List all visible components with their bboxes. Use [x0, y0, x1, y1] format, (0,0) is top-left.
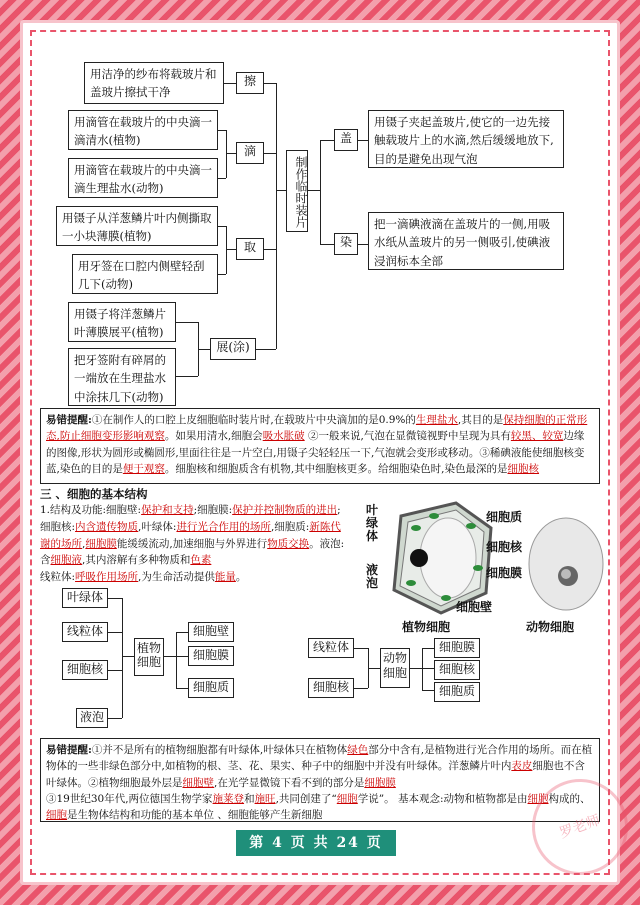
line: [176, 632, 188, 633]
struct-highlight: 新陈代谢的场所: [40, 520, 341, 550]
label-vacuole: 液泡: [366, 563, 379, 591]
di-label: 滴: [236, 142, 264, 164]
note-text: ,共同创建了“: [275, 792, 337, 805]
note-text: 构成的、: [548, 792, 591, 805]
note-highlight: 吸水胀破: [262, 430, 305, 443]
zhan-label: 展(涂): [210, 338, 256, 360]
note-text: 是生物体结构和功能的基本单位 、细胞能够产生新细胞: [67, 809, 323, 822]
line: [226, 130, 227, 178]
note-box-1: [40, 408, 600, 484]
line: [176, 632, 177, 688]
note-highlight: 细胞: [336, 792, 358, 805]
note-text: ①并不是所有的植物细胞都有叶绿体,叶绿体只在植物体: [91, 744, 348, 756]
line: [122, 656, 134, 657]
struct-highlight: 能量: [214, 571, 236, 584]
tree-animal-membrane: 细胞膜: [434, 638, 480, 658]
line: [320, 140, 334, 141]
note-highlight: 细胞核: [507, 462, 540, 475]
note-highlight: 保持细胞的正常形态,防止细胞变形影响观察: [46, 414, 588, 443]
struct-text: ,细胞质:: [270, 520, 310, 533]
line: [276, 190, 286, 191]
line: [218, 226, 226, 227]
line: [422, 690, 434, 691]
note-text: 细胞也不含叶绿体。②植物细胞最外层是: [46, 760, 585, 789]
struct-text: ;细胞膜:: [193, 504, 233, 516]
line: [198, 349, 210, 350]
struct-text: 。: [235, 571, 247, 584]
note-highlight: 施旺: [254, 792, 276, 805]
tree-plant-cytoplasm: 细胞质: [188, 678, 234, 698]
struct-highlight: 进行光合作用的场所: [176, 520, 271, 533]
main-label: 制作临时装片: [286, 150, 308, 232]
note-text: 和: [244, 792, 255, 805]
di-text-plant: 用滴管在载玻片的中央滴一滴清水(植物): [68, 110, 218, 150]
tree-animal-nucleus: 细胞核: [308, 678, 354, 698]
struct-highlight: 保护和支持: [141, 504, 194, 516]
note-text: 。细胞核和细胞质含有机物,其中细胞核更多。给细胞染色时,染色最深的是: [164, 462, 508, 475]
note-highlight: 细胞壁: [182, 776, 214, 789]
label-chloroplast: 叶绿体: [366, 503, 379, 544]
line: [256, 349, 276, 350]
note-highlight: 施莱登: [212, 792, 245, 805]
note-text: ,其目的是: [457, 414, 504, 426]
struct-text: ,为生命活动提供: [138, 571, 215, 584]
note-box-2: [40, 738, 600, 822]
struct-text: 能缓缓流动,加速细胞与外界进行: [116, 537, 268, 550]
ca-label: 擦: [236, 72, 264, 94]
line: [358, 244, 368, 245]
line: [176, 322, 198, 323]
qu-label: 取: [236, 238, 264, 260]
note-highlight: 便于观察: [122, 462, 165, 475]
qu-text-plant: 用镊子从洋葱鳞片叶内侧撕取一小块薄膜(植物): [56, 206, 218, 246]
line: [422, 648, 434, 649]
zhan-text-animal: 把牙签附有碎屑的一端放在生理盐水中涂抹几下(动物): [68, 348, 176, 406]
note-highlight: 细胞膜: [364, 776, 396, 789]
line: [108, 718, 122, 719]
struct-text: 。液泡:含: [40, 537, 345, 567]
struct-highlight: 色素: [190, 554, 212, 567]
line: [108, 598, 122, 599]
line: [226, 153, 236, 154]
line: [422, 648, 423, 690]
tree-plant-membrane: 细胞膜: [188, 646, 234, 666]
tree-animal-nucleus-2: 细胞核: [434, 660, 480, 680]
line: [108, 632, 122, 633]
note-highlight: 细胞: [527, 792, 549, 805]
line: [358, 140, 368, 141]
note-text: ②一般来说,气泡在显微镜视野中呈现为具有: [304, 430, 511, 443]
line: [176, 376, 198, 377]
label-cell-wall: 细胞壁: [456, 600, 493, 614]
note-text: ①在制作人的口腔上皮细胞临时装片时,在载玻片中央滴加的是0.9%的: [91, 414, 416, 426]
line: [264, 83, 276, 84]
plant-cell-caption: 植物细胞: [402, 620, 451, 634]
tree-plant-wall: 细胞壁: [188, 622, 234, 642]
line: [176, 688, 188, 689]
struct-highlight: 保护并控制物质的进出: [232, 504, 338, 516]
line: [354, 688, 368, 689]
tree-plant-chloroplast: 叶绿体: [62, 588, 108, 608]
gai-label: 盖: [334, 129, 358, 151]
line: [264, 249, 276, 250]
note-text: 边缘的图像,形状为圆形或椭圆形,里面往往是一片空白,用镊子尖轻轻压一下,气泡就会变形或移动。③稀碘液能使细胞核变蓝,染色的目的是: [46, 430, 585, 475]
line: [320, 244, 334, 245]
struct-highlight: 细胞膜: [85, 537, 117, 550]
line: [422, 668, 434, 669]
tree-plant-mitochondria: 线粒体: [62, 622, 108, 642]
struct-text: 1.结构及功能:细胞壁:: [40, 504, 142, 516]
page-number: 第 4 页 共 24 页: [236, 830, 396, 856]
label-nucleus: 细胞核: [486, 540, 523, 554]
note-highlight: 细胞: [46, 809, 67, 822]
struct-text: ,: [82, 537, 86, 550]
qu-text-animal: 用牙签在口腔内侧壁轻刮几下(动物): [72, 254, 218, 294]
animal-cell-caption: 动物细胞: [526, 620, 575, 634]
line: [218, 274, 226, 275]
line: [218, 130, 226, 131]
tree-animal-root: 动物细胞: [380, 648, 410, 688]
struct-highlight: 内含遗传物质: [75, 520, 139, 533]
note-text: ③19世纪30年代,两位德国生物学家: [46, 792, 213, 805]
note-text: 部分中含有,是植物进行光合作用的场所。而在植物体的一些非绿色部分中,如植物的根、茎、花、果实、种子中的细胞中并没有叶绿体。洋葱鳞片叶内: [46, 744, 593, 773]
animal-cell-illustration: [526, 514, 606, 614]
note-highlight: 生理盐水: [415, 414, 458, 426]
note-title: 易错提醒:: [46, 744, 92, 756]
line: [308, 190, 320, 191]
line: [226, 226, 227, 274]
line: [164, 656, 176, 657]
line: [410, 668, 422, 669]
line: [218, 178, 226, 179]
line: [122, 598, 123, 718]
tree-plant-nucleus: 细胞核: [62, 660, 108, 680]
note-highlight: 绿色: [347, 744, 369, 756]
struct-highlight: 细胞液: [50, 554, 82, 567]
line: [108, 670, 122, 671]
note-title: 易错提醒:: [46, 414, 92, 426]
tree-animal-mitochondria: 线粒体: [308, 638, 354, 658]
line: [320, 140, 321, 244]
line: [176, 656, 188, 657]
line: [226, 249, 236, 250]
struct-text: ,其内溶解有多种物质和: [82, 554, 191, 567]
struct-text: ;细胞核:: [40, 504, 341, 533]
line: [224, 83, 236, 84]
gai-text: 用镊子夹起盖玻片,使它的一边先接触载玻片上的水滴,然后缓缓地放下,目的是避免出现气泡: [368, 110, 564, 168]
tree-plant-root: 植物细胞: [134, 638, 164, 676]
zhan-text-plant: 用镊子将洋葱鳞片叶薄膜展平(植物): [68, 302, 176, 342]
section-title: 三 、细胞的基本结构: [40, 487, 148, 501]
line: [368, 668, 380, 669]
struct-highlight: 物质交换: [267, 537, 310, 550]
ran-text: 把一滴碘液滴在盖玻片的一侧,用吸水纸从盖玻片的另一侧吸引,使碘液浸润标本全部: [368, 212, 564, 270]
label-cytoplasm: 细胞质: [486, 510, 523, 524]
struct-text: 线粒体:: [40, 571, 76, 584]
ca-text: 用洁净的纱布将载玻片和盖玻片擦拭干净: [84, 62, 224, 104]
ran-label: 染: [334, 233, 358, 255]
tree-plant-vacuole: 液泡: [76, 708, 108, 728]
note-text: 。如果用清水,细胞会: [164, 430, 263, 443]
line: [276, 83, 277, 349]
struct-text: ,叶绿体:: [138, 520, 177, 533]
document-page: [36, 36, 604, 869]
struct-highlight: 呼吸作用场所: [75, 571, 139, 584]
note-highlight: 表皮: [511, 760, 533, 773]
label-membrane: 细胞膜: [486, 566, 523, 580]
note-text: ,在光学显微镜下看不到的部分是: [214, 776, 365, 789]
tree-animal-cytoplasm: 细胞质: [434, 682, 480, 702]
structure-text: [40, 502, 350, 586]
note-text: 学说”。 基本观念:动物和植物都是由: [357, 792, 528, 805]
line: [354, 648, 368, 649]
watermark-stamp: 罗老师: [518, 765, 640, 888]
note-highlight: 较黑、较宽: [510, 430, 564, 443]
di-text-animal: 用滴管在载玻片的中央滴一滴生理盐水(动物): [68, 158, 218, 198]
line: [264, 153, 276, 154]
